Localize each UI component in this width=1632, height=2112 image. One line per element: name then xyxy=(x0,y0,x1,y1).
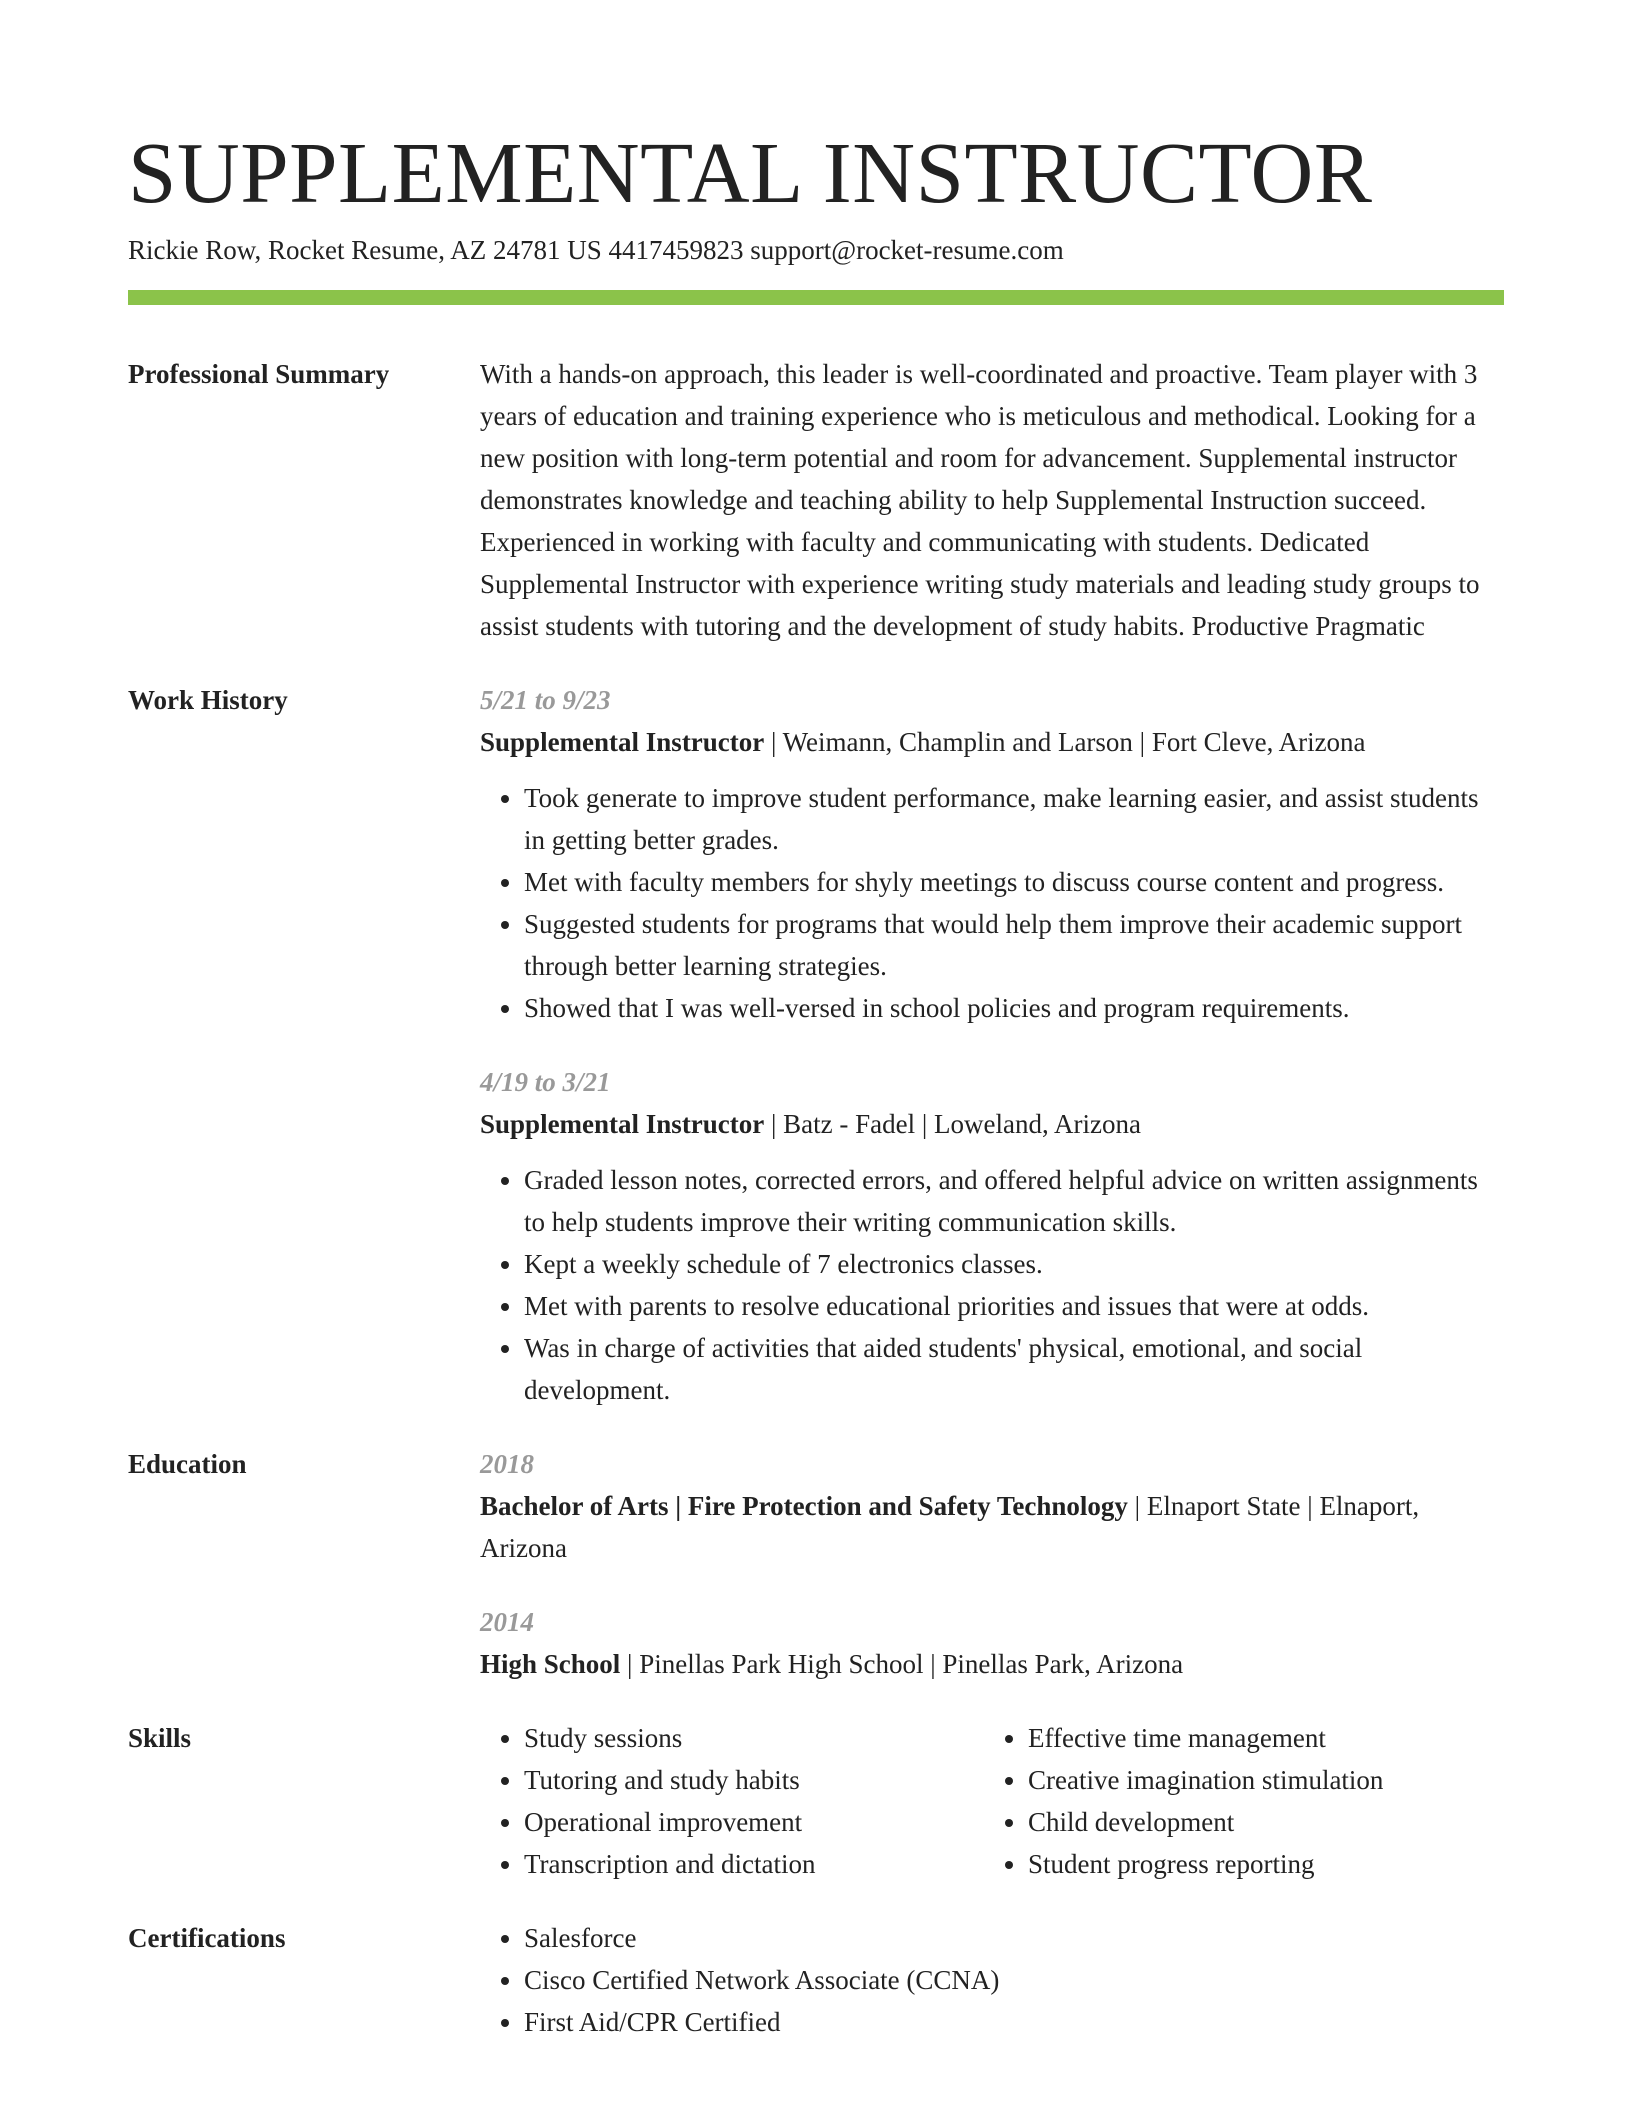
job-dates: 4/19 to 3/21 xyxy=(480,1067,611,1097)
job-bullet: • Took generate to improve student performance, make learning easier, and assist students in getting better grades. xyxy=(524,777,1504,861)
job-entry xyxy=(480,1061,1504,1411)
resume-title: SUPPLEMENTAL INSTRUCTOR xyxy=(128,124,1373,221)
section-education xyxy=(128,1443,1504,1685)
job-details: | Weimann, Champlin and Larson | Fort Cleve, Arizona xyxy=(764,727,1366,757)
certifications-list xyxy=(480,1917,1504,2043)
work-body xyxy=(480,679,1504,1411)
education-details: | Pinellas Park High School | Pinellas Park, Arizona xyxy=(620,1649,1184,1679)
job-entry xyxy=(480,679,1504,1029)
education-entry xyxy=(480,1601,1504,1685)
skill-item: • Operational improvement xyxy=(524,1801,984,1843)
job-details: | Batz - Fadel | Loweland, Arizona xyxy=(764,1109,1141,1139)
job-bullet: • Showed that I was well-versed in school policies and program requirements. xyxy=(524,987,1504,1029)
section-work-history xyxy=(128,679,1504,1411)
section-summary xyxy=(128,353,1504,647)
section-label-certifications: Certifications xyxy=(128,1923,286,1953)
skill-item: • Tutoring and study habits xyxy=(524,1759,984,1801)
section-label-education: Education xyxy=(128,1449,247,1479)
job-bullet: • Was in charge of activities that aided students' physical, emotional, and social development. xyxy=(524,1327,1504,1411)
skills-list-left xyxy=(480,1717,984,1885)
certification-item: • Salesforce xyxy=(524,1917,1504,1959)
accent-rule xyxy=(128,290,1504,305)
skill-item: • Student progress reporting xyxy=(1028,1843,1488,1885)
skills-body xyxy=(480,1717,1504,1885)
job-bullet: • Kept a weekly schedule of 7 electronics classes. xyxy=(524,1243,1504,1285)
skill-item: • Creative imagination stimulation xyxy=(1028,1759,1488,1801)
certification-item: • First Aid/CPR Certified xyxy=(524,2001,1504,2043)
resume-page xyxy=(128,118,1504,2075)
job-bullet: • Graded lesson notes, corrected errors, and offered helpful advice on written assignments to help students improve their writing communication skills. xyxy=(524,1159,1504,1243)
education-degree: High School xyxy=(480,1649,621,1679)
education-details: | Elnaport State | Elnaport, Arizona xyxy=(480,1491,1420,1563)
job-bullet: • Suggested students for programs that would help them improve their academic support through better learning strategies. xyxy=(524,903,1504,987)
skills-list-right xyxy=(984,1717,1488,1885)
job-dates: 5/21 to 9/23 xyxy=(480,685,611,715)
section-label-skills: Skills xyxy=(128,1723,192,1753)
certification-item: • Cisco Certified Network Associate (CCNA) xyxy=(524,1959,1504,2001)
skill-item: • Child development xyxy=(1028,1801,1488,1843)
job-bullets xyxy=(480,777,1504,1029)
job-role: Supplemental Instructor xyxy=(480,1109,765,1139)
job-bullet: • Met with parents to resolve educational priorities and issues that were at odds. xyxy=(524,1285,1504,1327)
summary-text: With a hands-on approach, this leader is well-coordinated and proactive. Team player with 3 years of education and training experience who is meticulous and methodical. Looking for a new position with long-term potential and room for advancement. Supplemental instructor demonstrates knowledge and teaching ability to help Supplemental Instruction succeed. Experienced in working with faculty and communicating with students. Dedicated Supplemental Instructor with experience writing study materials and leading study groups to assist students with tutoring and the development of study habits. Productive Pragmatic xyxy=(480,359,1480,641)
contact-line: Rickie Row, Rocket Resume, AZ 24781 US 4417459823 support@rocket-resume.com xyxy=(128,235,1064,265)
job-heading xyxy=(480,1103,1504,1145)
skill-item: • Transcription and dictation xyxy=(524,1843,984,1885)
section-label-work: Work History xyxy=(128,685,288,715)
education-year: 2014 xyxy=(480,1607,534,1637)
education-degree: Bachelor of Arts | Fire Protection and Safety Technology xyxy=(480,1491,1128,1521)
education-entry xyxy=(480,1443,1504,1569)
job-role: Supplemental Instructor xyxy=(480,727,765,757)
section-label-summary: Professional Summary xyxy=(128,359,390,389)
section-skills xyxy=(128,1717,1504,1885)
job-bullet: • Met with faculty members for shyly meetings to discuss course content and progress. xyxy=(524,861,1504,903)
sections xyxy=(128,353,1504,2043)
education-heading xyxy=(480,1643,1504,1685)
education-year: 2018 xyxy=(480,1449,534,1479)
education-body xyxy=(480,1443,1504,1685)
education-heading xyxy=(480,1485,1504,1569)
certifications-body xyxy=(480,1917,1504,2043)
summary-body xyxy=(480,353,1504,647)
job-bullets xyxy=(480,1159,1504,1411)
section-certifications xyxy=(128,1917,1504,2043)
job-heading xyxy=(480,721,1504,763)
skill-item: • Study sessions xyxy=(524,1717,984,1759)
skill-item: • Effective time management xyxy=(1028,1717,1488,1759)
